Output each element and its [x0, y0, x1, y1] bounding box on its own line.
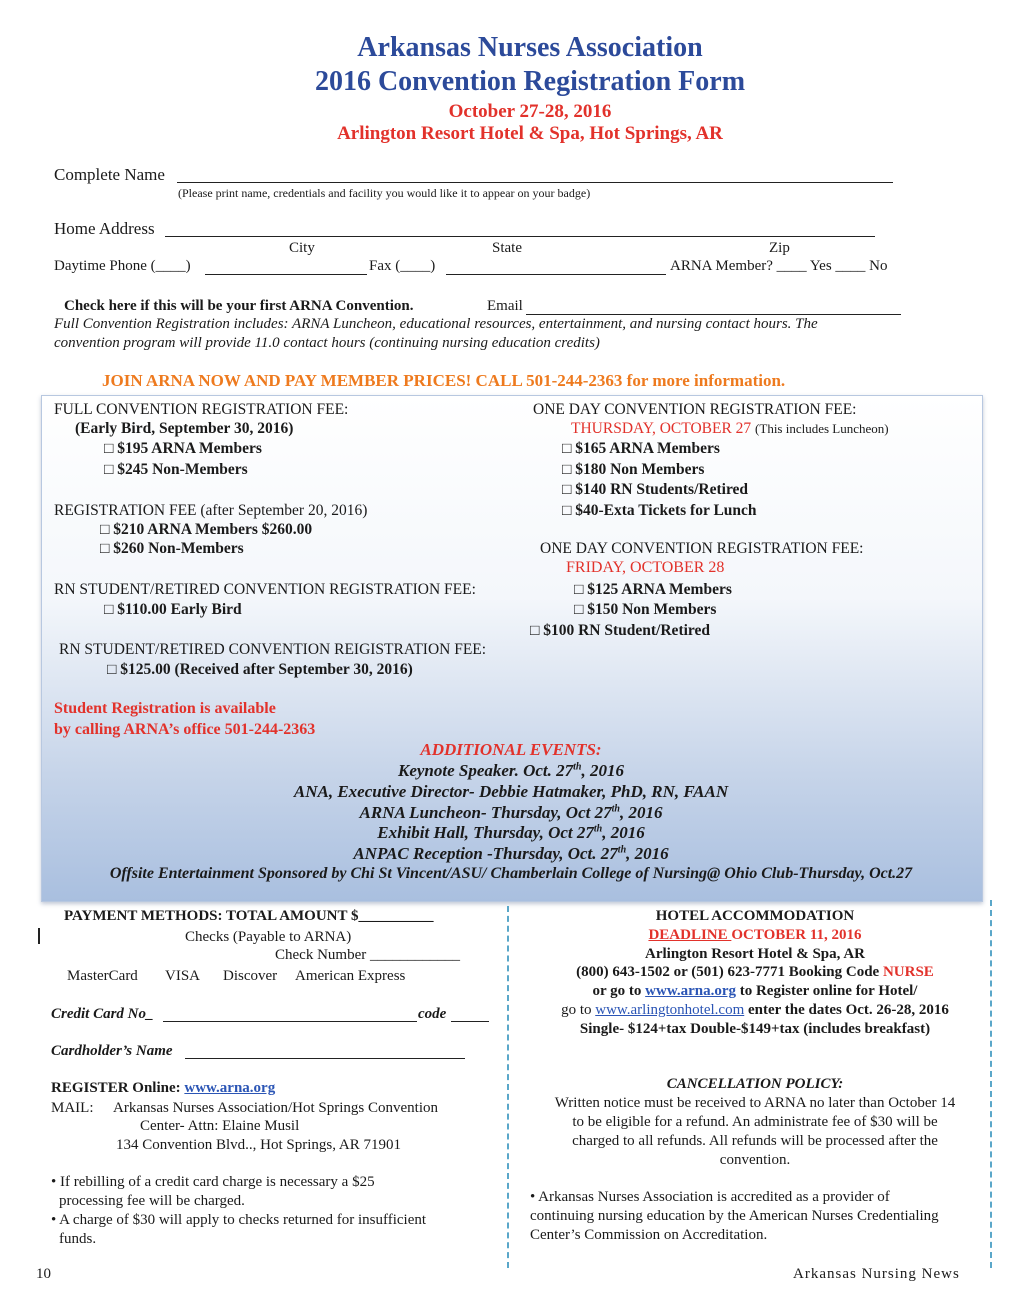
- mail-address-1: Arkansas Nurses Association/Hot Springs Convention: [113, 1100, 438, 1116]
- cardholder-field[interactable]: [185, 1058, 465, 1059]
- zip-label: Zip: [769, 240, 790, 256]
- early-bird-note: (Early Bird, September 30, 2016): [75, 420, 294, 437]
- fax-label: Fax (____): [369, 258, 436, 274]
- reg-after-title: REGISTRATION FEE (after September 20, 2016): [54, 502, 368, 519]
- mail-label: MAIL:: [51, 1100, 94, 1116]
- returned-check-1: • A charge of $30 will apply to checks returned for insufficient: [51, 1212, 427, 1228]
- join-banner: JOIN ARNA NOW AND PAY MEMBER PRICES! CALL 501-244-2363 for more information.: [102, 371, 786, 390]
- credit-card-label: Credit Card No_: [51, 1006, 154, 1022]
- email-label: Email: [487, 298, 523, 314]
- daytime-phone-field[interactable]: [205, 274, 367, 275]
- cancellation-3: charged to all refunds. All refunds will be processed after the: [572, 1133, 938, 1149]
- accreditation-1: • Arkansas Nurses Association is accredited as a provider of: [530, 1189, 890, 1205]
- event-exhibit: Exhibit Hall, Thursday, Oct 27th, 2016: [377, 823, 645, 842]
- rn-late-option[interactable]: □ $125.00 (Received after September 30, 2016): [107, 661, 413, 678]
- publication-name: Arkansas Nursing News: [793, 1266, 960, 1282]
- form-title: 2016 Convention Registration Form: [314, 66, 746, 97]
- event-anpac: ANPAC Reception -Thursday, Oct. 27th, 2016: [353, 844, 669, 863]
- home-address-field[interactable]: [165, 236, 875, 237]
- booking-code: NURSE: [882, 964, 934, 980]
- mastercard-option[interactable]: MasterCard: [67, 968, 138, 984]
- rebill-fee-2: processing fee will be charged.: [59, 1193, 245, 1209]
- hotel-deadline: DEADLINE OCTOBER 11, 2016: [648, 927, 862, 943]
- complete-name-label: Complete Name: [54, 165, 165, 184]
- discover-option[interactable]: Discover: [223, 968, 278, 984]
- card-code-label: code: [418, 1006, 447, 1022]
- hotel-arlington: go to www.arlingtonhotel.com enter the dates Oct. 26-28, 2016: [561, 1002, 949, 1018]
- events-title: ADDITIONAL EVENTS:: [420, 740, 602, 759]
- event-offsite: Offsite Entertainment Sponsored by Chi St Vincent/ASU/ Chamberlain College of Nursing@ Ohio Club-Thursday, Oct.27: [109, 865, 913, 882]
- org-title: Arkansas Nurses Association: [357, 32, 703, 63]
- thursday-label: THURSDAY, OCTOBER 27: [571, 420, 752, 437]
- event-keynote: Keynote Speaker. Oct. 27th, 2016: [397, 761, 624, 780]
- rn-early-option[interactable]: □ $110.00 Early Bird: [104, 601, 242, 618]
- event-luncheon: ARNA Luncheon- Thursday, Oct 27th, 2016: [359, 803, 663, 822]
- center-divider: [507, 906, 509, 1268]
- mail-address-3: 134 Convention Blvd.., Hot Springs, AR 71901: [116, 1137, 402, 1153]
- check-number-field[interactable]: Check Number ____________: [275, 947, 460, 963]
- rebill-fee-1: • If rebilling of a credit card charge is necessary a $25: [51, 1174, 375, 1190]
- student-registration-1: Student Registration is available: [54, 700, 276, 717]
- event-venue: Arlington Resort Hotel & Spa, Hot Springs, AR: [337, 123, 723, 144]
- daytime-phone-label: Daytime Phone (____): [54, 258, 191, 274]
- rn-late-title: RN STUDENT/RETIRED CONVENTION REIGISTRATION FEE:: [59, 641, 487, 658]
- payment-title: PAYMENT METHODS: TOTAL AMOUNT $__________: [64, 908, 434, 924]
- fri-students-option[interactable]: □ $100 RN Student/Retired: [530, 622, 711, 639]
- home-address-label: Home Address: [54, 219, 155, 238]
- registration-note-2: convention program will provide 11.0 contact hours (continuing nursing education credits): [54, 335, 600, 351]
- card-code-field[interactable]: [451, 1021, 489, 1022]
- hotel-register: or go to www.arna.org to Register online for Hotel/: [592, 983, 918, 999]
- fri-nonmembers-option[interactable]: □ $150 Non Members: [574, 601, 717, 618]
- name-hint: (Please print name, credentials and facility you would like it to appear on your badge): [178, 186, 591, 200]
- hotel-arna-link[interactable]: www.arna.org: [645, 983, 736, 999]
- city-label: City: [289, 240, 315, 256]
- fri-members-option[interactable]: □ $125 ARNA Members: [574, 581, 732, 598]
- amex-option[interactable]: American Express: [295, 968, 406, 984]
- returned-check-2: funds.: [59, 1231, 97, 1247]
- thu-nonmembers-option[interactable]: □ $180 Non Members: [562, 461, 705, 478]
- thursday-heading: [571, 420, 889, 438]
- full-members-option[interactable]: □ $195 ARNA Members: [104, 440, 262, 457]
- oneday-title-thursday: ONE DAY CONVENTION REGISTRATION FEE:: [533, 401, 857, 418]
- first-convention-check[interactable]: Check here if this will be your first ARNA Convention.: [64, 298, 414, 314]
- state-label: State: [492, 240, 522, 256]
- thu-students-option[interactable]: □ $140 RN Students/Retired: [562, 481, 749, 498]
- full-fee-title: FULL CONVENTION REGISTRATION FEE:: [54, 401, 349, 418]
- visa-option[interactable]: VISA: [165, 968, 201, 984]
- fax-field[interactable]: [446, 274, 666, 275]
- page-number: 10: [36, 1266, 51, 1282]
- cardholder-label: Cardholder’s Name: [51, 1043, 173, 1059]
- left-marker: [38, 928, 40, 944]
- register-url-link[interactable]: www.arna.org: [184, 1080, 276, 1096]
- oneday-title-friday: ONE DAY CONVENTION REGISTRATION FEE:: [540, 540, 864, 557]
- thu-members-option[interactable]: □ $165 ARNA Members: [562, 440, 720, 457]
- thursday-note: (This includes Luncheon): [755, 421, 889, 436]
- hotel-name: Arlington Resort Hotel & Spa, AR: [645, 946, 865, 962]
- arna-member-question[interactable]: ARNA Member? ____ Yes ____ No: [670, 258, 888, 274]
- accreditation-2: continuing nursing education by the American Nurses Credentialing: [530, 1208, 939, 1224]
- complete-name-field[interactable]: [177, 182, 893, 183]
- full-nonmembers-option[interactable]: □ $245 Non-Members: [104, 461, 248, 478]
- hotel-phone: (800) 643-1502 or (501) 623-7771 Booking Code NURSE: [576, 964, 934, 980]
- rn-fee-title: RN STUDENT/RETIRED CONVENTION REGISTRATION FEE:: [54, 581, 476, 598]
- credit-card-field[interactable]: [163, 1021, 417, 1022]
- mail-address-2: Center- Attn: Elaine Musil: [140, 1118, 300, 1134]
- registration-note-1: Full Convention Registration includes: ARNA Luncheon, educational resources, entertainment, and nursing contact hours. The: [54, 316, 818, 332]
- cancellation-title: CANCELLATION POLICY:: [666, 1076, 844, 1092]
- cancellation-2: to be eligible for a refund. An administrate fee of $30 will be: [572, 1114, 938, 1130]
- hotel-arlington-link[interactable]: www.arlingtonhotel.com: [595, 1002, 745, 1018]
- event-dates: October 27-28, 2016: [448, 101, 612, 122]
- student-registration-2: by calling ARNA’s office 501-244-2363: [54, 721, 316, 738]
- reg-after-nonmembers-option[interactable]: □ $260 Non-Members: [100, 540, 244, 557]
- right-divider: [990, 900, 992, 1268]
- cancellation-1: Written notice must be received to ARNA no later than October 14: [554, 1095, 956, 1111]
- checks-label: Checks (Payable to ARNA): [185, 929, 352, 945]
- event-ana: ANA, Executive Director- Debbie Hatmaker, PhD, RN, FAAN: [293, 782, 729, 801]
- register-online: REGISTER Online: www.arna.org: [51, 1080, 276, 1096]
- thu-lunch-option[interactable]: □ $40-Exta Tickets for Lunch: [562, 502, 757, 519]
- accreditation-3: Center’s Commission on Accreditation.: [530, 1227, 768, 1243]
- friday-label: FRIDAY, OCTOBER 28: [566, 559, 725, 576]
- reg-after-members-option[interactable]: □ $210 ARNA Members $260.00: [100, 521, 313, 538]
- hotel-rates: Single- $124+tax Double-$149+tax (includes breakfast): [579, 1021, 931, 1037]
- hotel-title: HOTEL ACCOMMODATION: [655, 908, 855, 924]
- email-field[interactable]: [526, 314, 901, 315]
- cancellation-4: convention.: [719, 1152, 791, 1168]
